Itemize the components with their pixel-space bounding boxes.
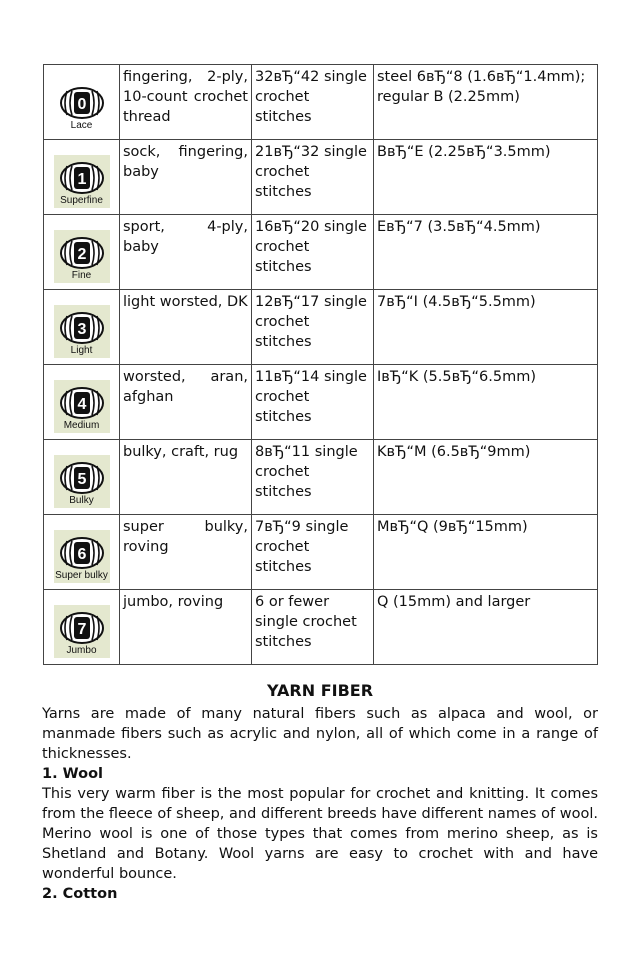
hook-size: IвЂ“K (5.5вЂ“6.5mm) bbox=[374, 365, 598, 440]
yarn-weight-symbol-cell bbox=[44, 590, 120, 665]
table-row bbox=[44, 65, 598, 140]
yarn-weight-number: 5 bbox=[77, 471, 86, 488]
yarn-weight-symbol-cell bbox=[44, 215, 120, 290]
yarn-weight-number: 1 bbox=[77, 171, 86, 188]
intro-paragraph: Yarns are made of many natural fibers such as alpaca and wool, or manmade fibers such as acrylic and nylon, all of which come in a range of thicknesses. bbox=[42, 706, 598, 762]
yarn-type-names: sport, 4-ply, baby bbox=[120, 215, 252, 290]
yarn-skein-icon bbox=[59, 536, 105, 570]
gauge-range: 11вЂ“14 single crochet stitches bbox=[252, 365, 374, 440]
yarn-weight-number: 0 bbox=[77, 96, 86, 113]
yarn-weight-symbol bbox=[54, 455, 110, 508]
gauge-range: 7вЂ“9 single crochet stitches bbox=[252, 515, 374, 590]
yarn-weight-number: 4 bbox=[77, 396, 86, 413]
yarn-weight-label: Lace bbox=[70, 120, 93, 131]
table-row bbox=[44, 590, 598, 665]
yarn-weight-symbol bbox=[54, 80, 110, 133]
yarn-weight-symbol bbox=[54, 155, 110, 208]
yarn-type-names: worsted, aran, afghan bbox=[120, 365, 252, 440]
table-row bbox=[44, 440, 598, 515]
yarn-weight-label: Super bulky bbox=[55, 570, 108, 581]
table-row bbox=[44, 290, 598, 365]
table-row bbox=[44, 140, 598, 215]
yarn-weight-symbol-cell bbox=[44, 440, 120, 515]
yarn-weight-symbol-cell bbox=[44, 515, 120, 590]
hook-size: 7вЂ“I (4.5вЂ“5.5mm) bbox=[374, 290, 598, 365]
yarn-weight-symbol-cell bbox=[44, 65, 120, 140]
yarn-type-names: bulky, craft, rug bbox=[120, 440, 252, 515]
yarn-weight-symbol bbox=[54, 530, 110, 583]
yarn-weight-symbol-cell bbox=[44, 365, 120, 440]
hook-size: KвЂ“M (6.5вЂ“9mm) bbox=[374, 440, 598, 515]
yarn-weight-label: Bulky bbox=[69, 495, 94, 506]
yarn-weight-label: Superfine bbox=[60, 195, 103, 206]
yarn-type-names: sock, fingering, baby bbox=[120, 140, 252, 215]
yarn-skein-icon bbox=[59, 311, 105, 345]
yarn-skein-icon bbox=[59, 386, 105, 420]
subheading-cotton: 2. Cotton bbox=[42, 886, 118, 902]
yarn-type-names: jumbo, roving bbox=[120, 590, 252, 665]
table-row bbox=[44, 515, 598, 590]
hook-size: Q (15mm) and larger bbox=[374, 590, 598, 665]
yarn-weight-label: Fine bbox=[71, 270, 92, 281]
yarn-weight-number: 3 bbox=[77, 321, 86, 338]
yarn-weight-label: Medium bbox=[63, 420, 100, 431]
yarn-skein-icon bbox=[59, 236, 105, 270]
yarn-weight-label: Jumbo bbox=[66, 645, 97, 656]
hook-size: MвЂ“Q (9вЂ“15mm) bbox=[374, 515, 598, 590]
yarn-weight-symbol-cell bbox=[44, 290, 120, 365]
yarn-weight-number: 7 bbox=[77, 621, 86, 638]
yarn-type-names: fingering, 2-ply, 10-count crochet thread bbox=[120, 65, 252, 140]
yarn-type-names: super bulky, roving bbox=[120, 515, 252, 590]
hook-size: steel 6вЂ“8 (1.6вЂ“1.4mm); regular B (2.25mm) bbox=[374, 65, 598, 140]
yarn-skein-icon bbox=[59, 86, 105, 120]
gauge-range: 21вЂ“32 single crochet stitches bbox=[252, 140, 374, 215]
yarn-skein-icon bbox=[59, 461, 105, 495]
yarn-weight-symbol bbox=[54, 305, 110, 358]
gauge-range: 6 or fewer single crochet stitches bbox=[252, 590, 374, 665]
yarn-weight-number: 2 bbox=[77, 246, 86, 263]
gauge-range: 12вЂ“17 single crochet stitches bbox=[252, 290, 374, 365]
section-body bbox=[42, 704, 598, 904]
yarn-type-names: light worsted, DK bbox=[120, 290, 252, 365]
table-row bbox=[44, 365, 598, 440]
subheading-wool: 1. Wool bbox=[42, 766, 104, 782]
gauge-range: 16вЂ“20 single crochet stitches bbox=[252, 215, 374, 290]
hook-size: BвЂ“E (2.25вЂ“3.5mm) bbox=[374, 140, 598, 215]
wool-paragraph: This very warm fiber is the most popular for crochet and knitting. It comes from the fleece of sheep, and different breeds have different names of wool. Merino wool is one of those types that comes from merino sheep, as is Shetland and Botany. Wool yarns are easy to crochet with and have wonderful bounce. bbox=[42, 786, 598, 882]
gauge-range: 8вЂ“11 single crochet stitches bbox=[252, 440, 374, 515]
section-heading: YARN FIBER bbox=[266, 681, 374, 700]
yarn-skein-icon bbox=[59, 161, 105, 195]
hook-size: EвЂ“7 (3.5вЂ“4.5mm) bbox=[374, 215, 598, 290]
yarn-weight-label: Light bbox=[70, 345, 93, 356]
yarn-weight-symbol-cell bbox=[44, 140, 120, 215]
yarn-weight-number: 6 bbox=[77, 546, 86, 563]
gauge-range: 32вЂ“42 single crochet stitches bbox=[252, 65, 374, 140]
yarn-weight-symbol bbox=[54, 605, 110, 658]
table-row bbox=[44, 215, 598, 290]
yarn-skein-icon bbox=[59, 611, 105, 645]
yarn-weight-symbol bbox=[54, 230, 110, 283]
yarn-weight-table bbox=[43, 64, 598, 665]
yarn-weight-symbol bbox=[54, 380, 110, 433]
